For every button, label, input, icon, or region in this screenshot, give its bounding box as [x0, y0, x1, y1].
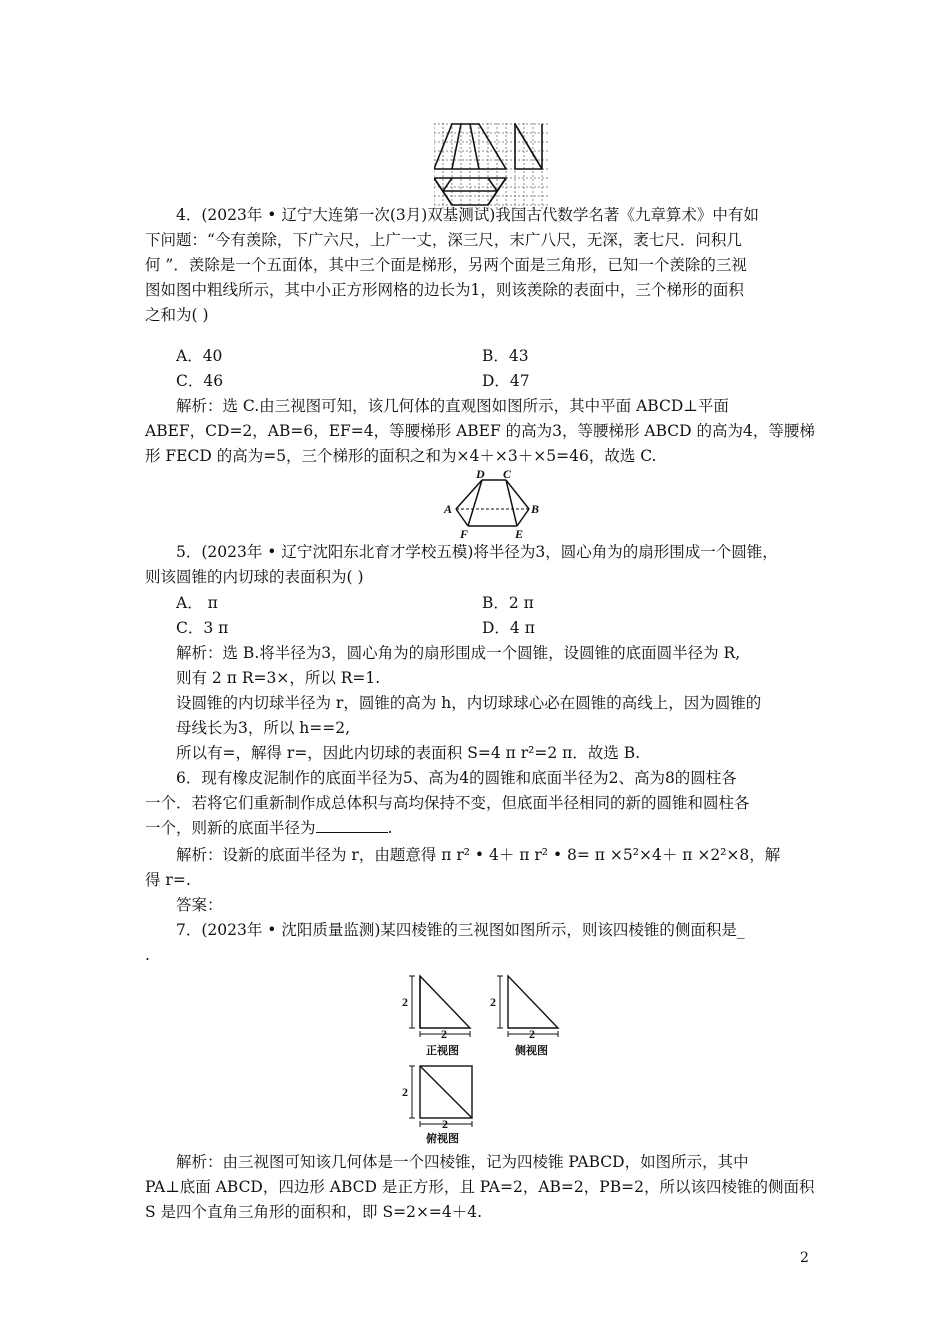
- q4-line-5: 之和为( ): [145, 306, 209, 324]
- q7-solution-1: 解析：由三视图可知该几何体是一个四棱锥，记为四棱锥 PABCD，如图所示，其中: [176, 1153, 749, 1171]
- q5-solution-3: 设圆锥的内切球半径为 r，圆锥的高为 h，内切球球心必在圆锥的高线上，因为圆锥的: [176, 694, 762, 712]
- q5-solution-4: 母线长为3，所以 h==2,: [176, 719, 351, 737]
- q4-line-2: 下问题：“今有羡除，下广六尺，上广一丈，深三尺，末广八尺，无深，袤七尺．问积几: [145, 231, 742, 249]
- q6-solution-2: 得 r=.: [145, 871, 191, 889]
- q7-solution-2: PA⊥底面 ABCD，四边形 ABCD 是正方形，且 PA=2，AB=2，PB=2，所以该四棱锥的侧面积: [145, 1178, 815, 1196]
- dim-front-width: 2: [441, 1027, 447, 1041]
- q4-three-view-figure: [434, 123, 550, 211]
- label-e: E: [515, 527, 524, 540]
- q4-option-b: B．43: [482, 347, 529, 365]
- q6-answer-blank[interactable]: [316, 818, 388, 833]
- q4-solution-3: 形 FECD 的高为=5，三个梯形的面积之和为×4＋×3＋×5=46，故选 C.: [145, 447, 657, 465]
- q4-line-4: 图如图中粗线所示，其中小正方形网格的边长为1，则该羡除的表面中，三个梯形的面积: [145, 281, 744, 299]
- q5-option-a: A． π: [176, 594, 218, 612]
- q4-line-3: 何 ”．羡除是一个五面体，其中三个面是梯形，另两个面是三角形，已知一个羡除的三视: [145, 256, 747, 274]
- q4-solid-figure: [440, 468, 546, 540]
- q5-solution-5: 所以有=，解得 r=，因此内切球的表面积 S=4 π r²=2 π．故选 B.: [176, 744, 641, 762]
- q6-line-3-end: .: [387, 819, 393, 837]
- dim-side-width: 2: [529, 1027, 535, 1041]
- dim-top-height: 2: [402, 1085, 408, 1099]
- label-d: D: [476, 468, 485, 481]
- label-f: F: [460, 527, 469, 540]
- q4-option-a: A．40: [176, 347, 223, 365]
- q7-line-1: 7．(2023年 • 沈阳质量监测)某四棱锥的三视图如图所示，则该四棱锥的侧面积是_: [176, 921, 745, 939]
- q6-line-1: 6．现有橡皮泥制作的底面半径为5、高为4的圆锥和底面半径为2、高为8的圆柱各: [176, 769, 737, 787]
- q5-option-c: C．3 π: [176, 619, 229, 637]
- page-number: 2: [800, 1250, 809, 1266]
- q7-line-2: .: [145, 946, 150, 964]
- q5-solution-2: 则有 2 π R=3×，所以 R=1.: [176, 669, 381, 687]
- q7-solution-3: S 是四个直角三角形的面积和，即 S=2×=4＋4.: [145, 1203, 483, 1221]
- top-view-label: 俯视图: [426, 1132, 459, 1145]
- q4-solution-2: ABEF，CD=2，AB=6，EF=4，等腰梯形 ABEF 的高为3，等腰梯形 ABCD 的高为4，等腰梯: [145, 422, 815, 440]
- q6-answer-label: 答案：: [176, 896, 223, 914]
- q7-three-view-figure: [400, 970, 570, 1146]
- q4-solution-1: 解析：选 C.由三视图可知，该几何体的直观图如图所示，其中平面 ABCD⊥平面: [176, 397, 729, 415]
- q6-line-3-text: 一个，则新的底面半径为: [145, 819, 316, 837]
- q4-line-1: 4．(2023年 • 辽宁大连第一次(3月)双基测试)我国古代数学名著《九章算术》中有如: [176, 206, 759, 224]
- side-view-label: 侧视图: [515, 1044, 548, 1057]
- q4-option-c: C．46: [176, 372, 224, 390]
- q5-option-b: B．2 π: [482, 594, 534, 612]
- dim-side-height: 2: [490, 995, 496, 1009]
- front-view-label: 正视图: [426, 1044, 459, 1057]
- label-a: A: [444, 502, 453, 516]
- label-c: C: [503, 468, 512, 481]
- q5-solution-1: 解析：选 B.将半径为3，圆心角为的扇形围成一个圆锥，设圆锥的底面圆半径为 R,: [176, 644, 741, 662]
- q6-line-2: 一个．若将它们重新制作成总体积与高均保持不变，但底面半径相同的新的圆锥和圆柱各: [145, 794, 750, 812]
- label-b: B: [531, 502, 540, 516]
- dim-top-width: 2: [442, 1117, 448, 1131]
- q5-line-2: 则该圆锥的内切球的表面积为( ): [145, 568, 364, 586]
- q6-line-3: [145, 818, 392, 838]
- q5-option-d: D．4 π: [482, 619, 535, 637]
- q4-option-d: D．47: [482, 372, 530, 390]
- dim-front-height: 2: [402, 995, 408, 1009]
- q6-solution-1: 解析：设新的底面半径为 r，由题意得 π r² • 4＋ π r² • 8= π ×5²×4＋ π ×2²×8，解: [176, 846, 781, 864]
- q5-line-1: 5．(2023年 • 辽宁沈阳东北育才学校五模)将半径为3，圆心角为的扇形围成一个圆锥，: [176, 543, 778, 561]
